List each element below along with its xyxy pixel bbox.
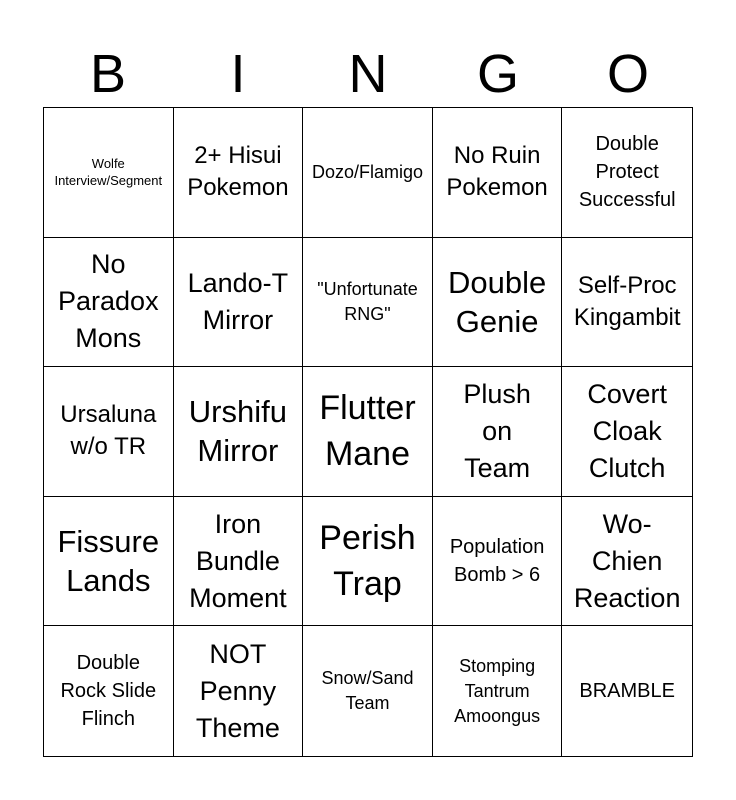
bingo-cell-text: Double Rock Slide Flinch — [60, 652, 157, 731]
header-letter-b: B — [89, 44, 127, 104]
bingo-cell[interactable] — [433, 626, 563, 756]
header-letter-i: I — [230, 44, 246, 104]
bingo-cell[interactable] — [303, 367, 433, 497]
bingo-cell[interactable] — [174, 367, 304, 497]
bingo-cell[interactable] — [44, 497, 174, 627]
bingo-cell[interactable] — [303, 497, 433, 627]
bingo-cell-text: Double Protect Successful — [578, 133, 676, 212]
bingo-cell-text: 2+ Hisui Pokemon — [187, 142, 289, 202]
bingo-cell-text: Ursaluna w/o TR — [60, 401, 157, 461]
bingo-cell[interactable] — [433, 108, 563, 238]
bingo-cell[interactable] — [433, 497, 563, 627]
bingo-cell[interactable] — [433, 367, 563, 497]
bingo-cell-text: Wolfe Interview/Segment — [54, 156, 163, 189]
bingo-cell[interactable] — [303, 108, 433, 238]
bingo-cell-text: "Unfortunate RNG" — [317, 278, 418, 324]
bingo-cell[interactable] — [562, 108, 692, 238]
bingo-cell[interactable] — [433, 238, 563, 368]
bingo-cell[interactable] — [44, 367, 174, 497]
bingo-cell-text: Stomping Tantrum Amoongus — [454, 655, 541, 726]
bingo-cell-text: Plush on Team — [463, 378, 531, 483]
bingo-cell-text: Covert Cloak Clutch — [587, 378, 667, 483]
bingo-cell[interactable] — [174, 238, 304, 368]
header-letter-o: O — [606, 44, 649, 104]
bingo-cell[interactable] — [303, 238, 433, 368]
bingo-cell-text: Urshifu Mirror — [188, 394, 287, 469]
bingo-cell[interactable] — [174, 108, 304, 238]
bingo-cell-text: Perish Trap — [319, 519, 416, 604]
bingo-cell[interactable] — [44, 238, 174, 368]
bingo-cell[interactable] — [174, 626, 304, 756]
bingo-cell[interactable] — [562, 497, 692, 627]
bingo-cell-text: Double Genie — [447, 264, 547, 339]
bingo-cell-text: BRAMBLE — [579, 680, 675, 703]
bingo-cell-text: Snow/Sand Team — [321, 668, 414, 714]
bingo-cell-text: NOT Penny Theme — [195, 638, 280, 743]
bingo-cell[interactable] — [562, 238, 692, 368]
bingo-cell[interactable] — [44, 108, 174, 238]
bingo-cell[interactable] — [44, 626, 174, 756]
bingo-cell-text: Flutter Mane — [319, 389, 416, 474]
bingo-board — [43, 107, 693, 757]
header-letter-n: N — [348, 44, 388, 104]
bingo-cell-text: No Paradox Mons — [58, 249, 159, 354]
bingo-cell-text: Fissure Lands — [57, 524, 160, 599]
bingo-cell[interactable] — [303, 626, 433, 756]
bingo-cell-text: Population Bomb > 6 — [449, 536, 545, 587]
bingo-cell-text: Iron Bundle Moment — [189, 508, 287, 613]
bingo-cell-text: No Ruin Pokemon — [446, 142, 548, 202]
bingo-cell[interactable] — [562, 626, 692, 756]
header-letter-g: G — [476, 44, 519, 104]
bingo-cell[interactable] — [174, 497, 304, 627]
bingo-cell-text: Self-Proc Kingambit — [573, 271, 681, 331]
bingo-cell-text: Lando-T Mirror — [187, 267, 289, 335]
bingo-cell[interactable] — [562, 367, 692, 497]
bingo-cell-text: Dozo/Flamigo — [311, 161, 424, 182]
bingo-header — [43, 42, 693, 106]
bingo-cell-text: Wo-Chien Reaction — [573, 508, 681, 613]
